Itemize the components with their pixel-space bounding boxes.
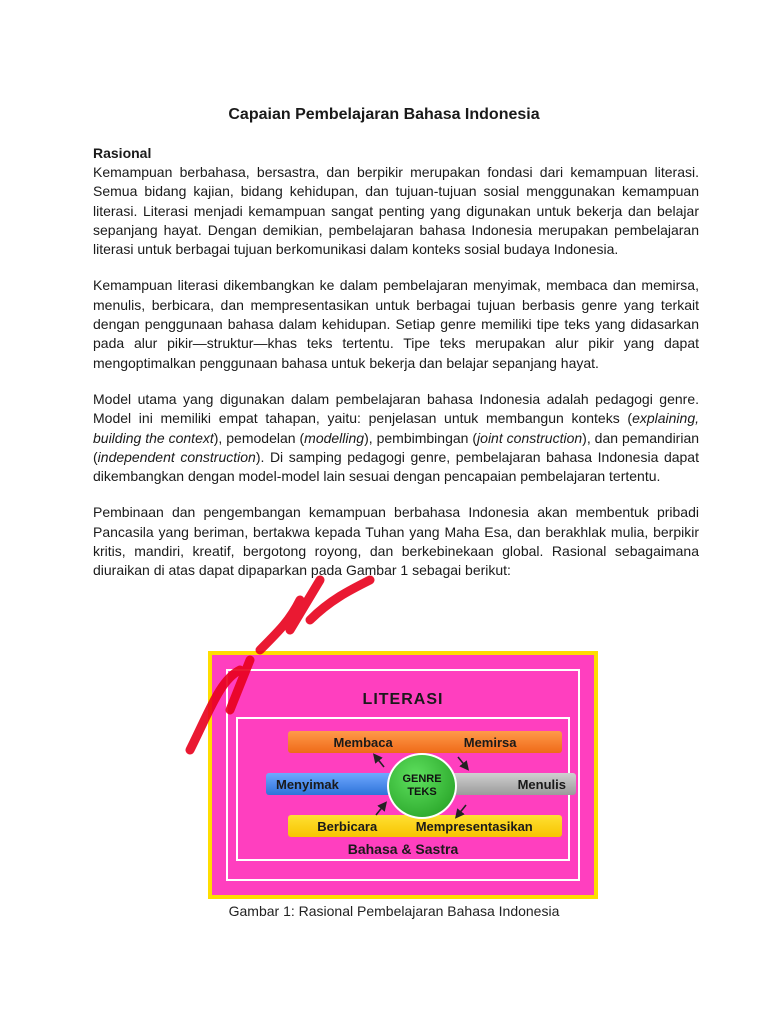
paragraph-3 [93,390,699,486]
paragraph-1: Kemampuan berbahasa, bersastra, dan berpikir merupakan fondasi dari kemampuan literasi. Semua bidang kajian, bidang kehidupan, dan tujuan-tujuan sosial menggunakan kemampuan literasi. Literasi menjadi kemampuan sangat penting yang digunakan untuk bekerja dan belajar sepanjang hayat. Dengan demikian, pembelajaran bahasa Indonesia merupakan pembelajaran literasi untuk berbagai tujuan berkomunikasi dalam konteks sosial budaya Indonesia. [93,164,699,258]
menyimak-label: Menyimak [276,776,339,792]
paragraph-3-text-1: Model utama yang digunakan dalam pembelajaran bahasa Indonesia adalah pedagogi genre. Model ini memiliki empat tahapan, yaitu: penjelasan untuk membangun konteks ( [93,390,699,427]
literasi-heading: LITERASI [362,691,444,708]
menyimak-bar [266,773,396,795]
menulis-label: Menulis [517,776,566,792]
membaca-label: Membaca [333,734,393,750]
menulis-bar [452,773,576,795]
paragraph-3-text-4: ), dan pemandirian ( [93,429,700,465]
receptive-bar [288,731,562,753]
paragraph-3-italic-1: explaining, building the context [93,410,699,446]
literasi-diagram [208,651,598,899]
mempresentasikan-label: Mempresentasikan [415,818,533,834]
section-heading: Rasional [93,145,152,161]
paragraph-2: Kemampuan literasi dikembangkan ke dalam pembelajaran menyimak, membaca dan memirsa, menulis, berbicara, dan mempresentasikan untuk berbagai tujuan berbasis genre yang terkait dengan penggunaan bahasa dalam kehidupan. Setiap genre memiliki tipe teks yang didasarkan pada alur pikir—struktur—khas teks tertentu. Tipe teks merupakan alur pikir yang dapat mengoptimalkan penggunaan bahasa untuk bekerja dan belajar sepanjang hayat. [93,277,699,371]
figure-caption: Gambar 1: Rasional Pembelajaran Bahasa Indonesia [228,903,560,919]
genre-teks-circle [387,753,457,819]
paragraph-3-text-2: ), pemodelan ( [213,429,305,446]
diagram-panel [212,655,594,895]
paragraph-3-text-5: ). Di samping pedagogi genre, pembelajaran bahasa Indonesia dapat dikembangkan dengan model-model lain sesuai dengan pencapaian pembelajaran tertentu. [93,448,699,485]
paragraph-3-italic-3: joint construction [477,429,583,446]
paragraph-4: Pembinaan dan pengembangan kemampuan berbahasa Indonesia akan membentuk pribadi Pancasila yang beriman, bertakwa kepada Tuhan yang Maha Esa, dan berakhlak mulia, berpikir kritis, mandiri, kreatif, bergotong royong, dan berkebinekaan global. Rasional sebagaimana diuraikan di atas dapat dipaparkan pada Gambar 1 sebagai berikut: [93,504,699,579]
bahasa-sastra-label: Bahasa & Sastra [347,841,459,857]
paragraph-3-italic-2: modelling [304,429,365,446]
teks-label: TEKS [407,786,437,798]
berbicara-label: Berbicara [317,818,378,834]
memirsa-label: Memirsa [463,734,517,750]
page-title: Capaian Pembelajaran Bahasa Indonesia [228,106,540,123]
document-body [93,144,699,598]
genre-label: GENRE [402,773,442,785]
paragraph-3-italic-4: independent construction [97,448,256,465]
paragraph-3-text-3: ), pembimbingan ( [364,429,478,446]
